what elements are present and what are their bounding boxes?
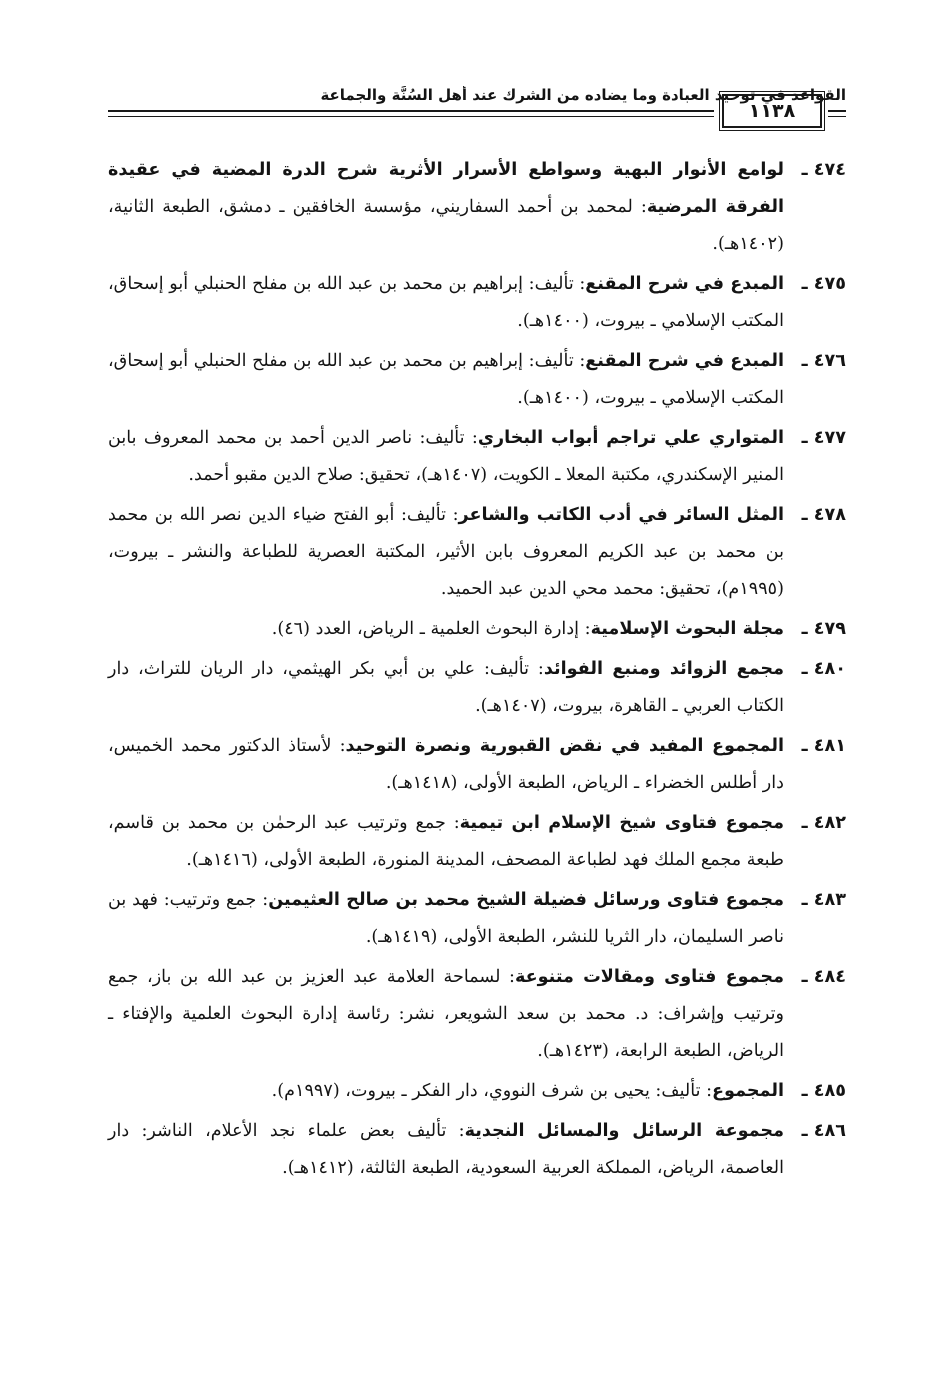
entry-title: مجموع فتاوى شيخ الإسلام ابن تيمية <box>459 813 784 833</box>
entry-details: : جمع وترتيب عبد الرحمٰن بن محمد بن قاسم، طبعة مجمع الملك فهد لطباعة المصحف، المدينة المنورة، الطبعة الأولى، (١٤١٦هـ). <box>108 813 784 870</box>
entry-title: مجموعة الرسائل والمسائل النجدية <box>464 1121 784 1141</box>
entry-details: : تأليف: يحيى بن شرف النووي، دار الفكر ـ بيروت، (١٩٩٧م). <box>271 1081 713 1101</box>
entry-title: مجمع الزوائد ومنبع الفوائد <box>543 659 785 679</box>
bibliography-entry <box>108 1113 846 1187</box>
bibliography-entry <box>108 805 846 879</box>
entry-number: ٤٧٩ ـ <box>801 619 846 639</box>
entry-number: ٤٨٦ ـ <box>801 1121 846 1141</box>
entry-details: : تأليف: إبراهيم بن محمد بن عبد الله بن مفلح الحنبلي أبو إسحاق، المكتب الإسلامي ـ بيروت، (١٤٠٠هـ). <box>108 351 784 408</box>
bibliography-entry <box>108 420 846 494</box>
page-header <box>108 86 846 134</box>
entry-number: ٤٨٤ ـ <box>801 967 846 987</box>
entry-number: ٤٧٤ ـ <box>801 160 846 180</box>
entry-details: : لمحمد بن أحمد السفاريني، مؤسسة الخافقين ـ دمشق، الطبعة الثانية، (١٤٠٢هـ). <box>108 197 784 254</box>
entry-number: ٤٨٥ ـ <box>801 1081 846 1101</box>
entry-details: : إدارة البحوث العلمية ـ الرياض، العدد (٤٦). <box>271 619 591 639</box>
header-rule-right-thin <box>828 116 846 117</box>
entry-number: ٤٨٢ ـ <box>801 813 846 833</box>
bibliography-entry <box>108 343 846 417</box>
running-title: القواعد في توحيد العبادة وما يضاده من الشرك عند أهل السُنَّة والجماعة <box>320 86 846 104</box>
entry-title: المبدع في شرح المقنع <box>585 274 785 294</box>
bibliography-entry <box>108 266 846 340</box>
entry-number: ٤٨٠ ـ <box>801 659 846 679</box>
entry-details: : لسماحة العلامة عبد العزيز بن عبد الله بن باز، جمع وترتيب وإشراف: د. محمد بن سعد الشويعر، نشر: رئاسة إدارة البحوث العلمية والإفتاء ـ الرياض، الطبعة الرابعة، (١٤٢٣هـ). <box>108 967 784 1061</box>
entry-title: مجموع فتاوى ورسائل فضيلة الشيخ محمد بن صالح العثيمين <box>268 890 784 910</box>
bibliography-entry <box>108 882 846 956</box>
header-rule-thin <box>108 116 714 117</box>
entry-title: مجموع فتاوى ومقالات متنوعة <box>514 967 785 987</box>
entry-number: ٤٧٧ ـ <box>801 428 846 448</box>
bibliography-entry <box>108 959 846 1070</box>
entry-number: ٤٨٣ ـ <box>801 890 846 910</box>
header-rule-right <box>828 110 846 112</box>
entry-title: المبدع في شرح المقنع <box>585 351 785 371</box>
entry-details: : تأليف: ناصر الدين أحمد بن محمد المعروف بابن المنير الإسكندري، مكتبة المعلا ـ الكويت، (١٤٠٧هـ)، تحقيق: صلاح الدين مقبو أحمد. <box>108 428 784 485</box>
bibliography-entry <box>108 1073 846 1110</box>
header-rule <box>108 110 714 112</box>
bibliography-entry <box>108 152 846 263</box>
page-number: ١١٣٨ <box>722 94 822 128</box>
entry-title: مجلة البحوث الإسلامية <box>590 619 784 639</box>
entry-title: لوامع الأنوار البهية وسواطع الأسرار الأثرية شرح الدرة المضية في عقيدة الفرقة المرضية <box>108 160 784 217</box>
bibliography-entry <box>108 611 846 648</box>
entry-details: : تأليف: إبراهيم بن محمد بن عبد الله بن مفلح الحنبلي أبو إسحاق، المكتب الإسلامي ـ بيروت، (١٤٠٠هـ). <box>108 274 784 331</box>
entry-details: : تأليف: علي بن أبي بكر الهيثمي، دار الريان للتراث، دار الكتاب العربي ـ القاهرة، بيروت، (١٤٠٧هـ). <box>108 659 784 716</box>
entry-details: : لأستاذ الدكتور محمد الخميس، دار أطلس الخضراء ـ الرياض، الطبعة الأولى، (١٤١٨هـ). <box>108 736 784 793</box>
entry-details: : تأليف: أبو الفتح ضياء الدين نصر الله بن محمد بن محمد بن عبد الكريم المعروف بابن الأثير، المكتبة العصرية للطباعة والنشر ـ بيروت، (١٩٩٥م)، تحقيق: محمد محي الدين عبد الحميد. <box>108 505 784 599</box>
bibliography-entry <box>108 497 846 608</box>
entry-number: ٤٧٥ ـ <box>801 274 846 294</box>
bibliography-list <box>108 152 846 1190</box>
entry-number: ٤٧٦ ـ <box>801 351 846 371</box>
entry-title: المثل السائر في أدب الكاتب والشاعر <box>458 505 785 525</box>
entry-number: ٤٨١ ـ <box>801 736 846 756</box>
entry-title: المجموع المفيد في نقض القبورية ونصرة التوحيد <box>345 736 784 756</box>
entry-number: ٤٧٨ ـ <box>801 505 846 525</box>
bibliography-entry <box>108 651 846 725</box>
entry-title: المجموع <box>712 1081 784 1101</box>
bibliography-entry <box>108 728 846 802</box>
entry-details: : تأليف بعض علماء نجد الأعلام، الناشر: دار العاصمة، الرياض، المملكة العربية السعودية، الطبعة الثالثة، (١٤١٢هـ). <box>108 1121 784 1178</box>
entry-title: المتواري علي تراجم أبواب البخاري <box>477 428 784 448</box>
entry-details: : جمع وترتيب: فهد بن ناصر السليمان، دار الثريا للنشر، الطبعة الأولى، (١٤١٩هـ). <box>108 890 784 947</box>
